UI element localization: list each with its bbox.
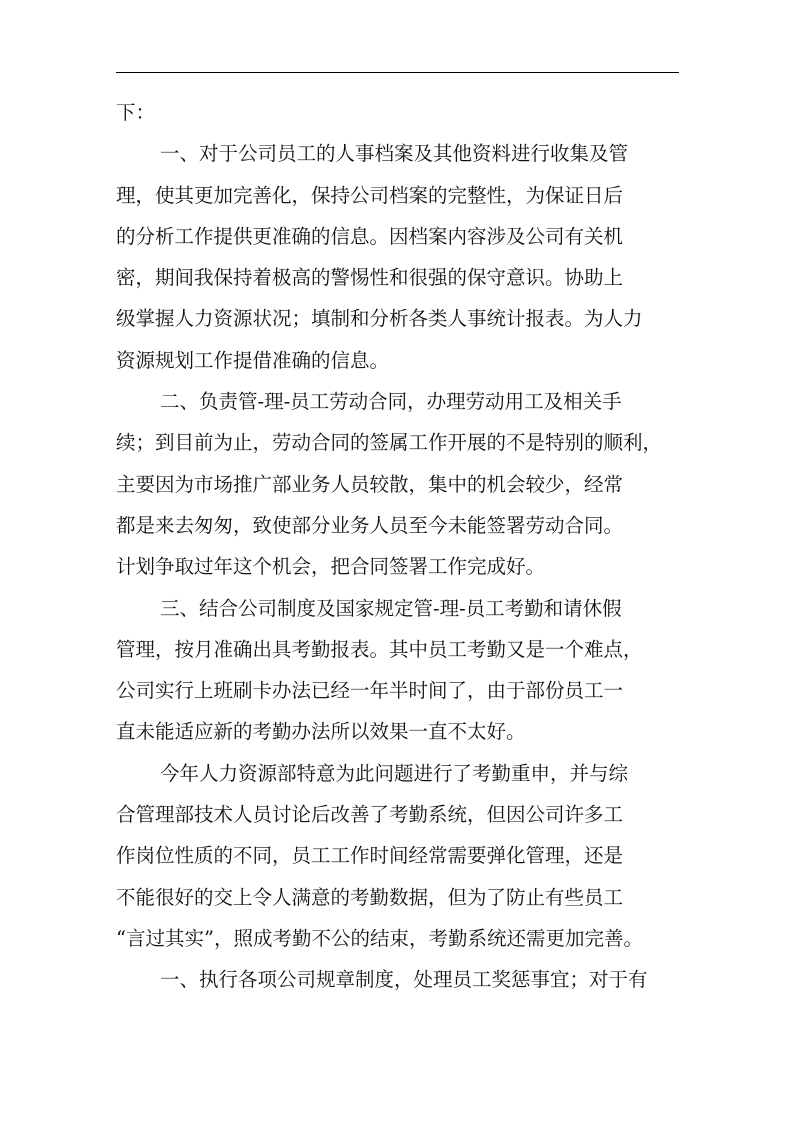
text-line: 理，使其更加完善化，保持公司档案的完整性，为保证日后 (116, 183, 624, 207)
text-line: 下： (116, 101, 156, 124)
text-line: 合管理部技术人员讨论后改善了考勤系统，但因公司许多工 (116, 803, 624, 827)
text-line: 级掌握人力资源状况；填制和分析各类人事统计报表。为人力 (116, 307, 643, 331)
text-line: 管理，按月准确出具考勤报表。其中员工考勤又是一个难点， (116, 637, 643, 661)
text-line: “言过其实”，照成考勤不公的结束，考勤系统还需更加完善。 (116, 926, 643, 950)
text-line: 直未能适应新的考勤办法所以效果一直不太好。 (116, 720, 526, 744)
text-line: 资源规划工作提借准确的信息。 (116, 348, 390, 372)
text-line: 一、执行各项公司规章制度，处理员工奖惩事宜；对于有 (160, 968, 648, 992)
text-line: 作岗位性质的不同，员工工作时间经常需要弹化管理，还是 (116, 844, 624, 868)
text-line: 续；到目前为止，劳动合同的签属工作开展的不是特别的顺利， (116, 431, 663, 455)
text-line: 二、负责管-理-员工劳动合同，办理劳动用工及相关手 (160, 390, 622, 414)
text-line: 的分析工作提供更准确的信息。因档案内容涉及公司有关机 (116, 224, 624, 248)
text-line: 密，期间我保持着极高的警惕性和很强的保守意识。协助上 (116, 266, 624, 290)
text-line: 今年人力资源部特意为此问题进行了考勤重申，并与综 (160, 761, 629, 785)
text-line: 主要因为市场推广部业务人员较散，集中的机会较少，经常 (116, 472, 624, 496)
text-line: 公司实行上班刷卡办法已经一年半时间了，由于部份员工一 (116, 679, 624, 703)
text-line: 计划争取过年这个机会，把合同签署工作完成好。 (116, 555, 546, 579)
text-line: 都是来去匆匆，致使部分业务人员至今未能签署劳动合同。 (116, 513, 624, 537)
text-line: 不能很好的交上令人满意的考勤数据，但为了防止有些员工 (116, 885, 624, 909)
document-body (116, 92, 679, 1001)
text-line: 三、结合公司制度及国家规定管-理-员工考勤和请休假 (160, 596, 622, 620)
header-rule (116, 72, 679, 73)
text-line: 一、对于公司员工的人事档案及其他资料进行收集及管 (160, 142, 629, 166)
